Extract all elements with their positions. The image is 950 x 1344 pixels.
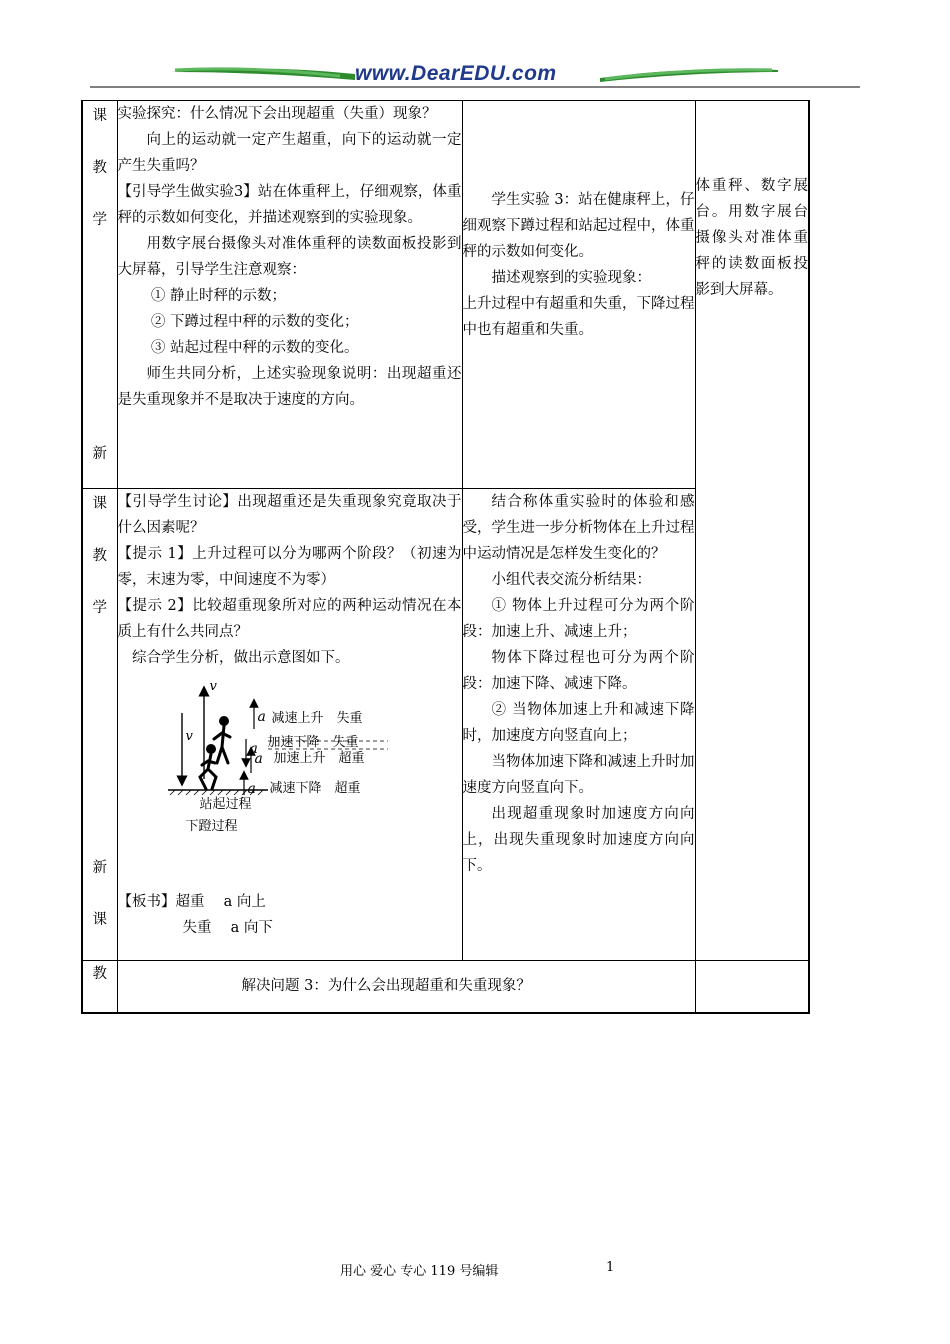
motion-diagram [118,677,462,867]
acceleration-label: a [254,751,263,767]
paragraph: 综合学生分析，做出示意图如下。 [132,650,350,666]
list-item: ③ 站起过程中秤的示数的变化。 [150,340,359,356]
lesson-table [81,100,810,1014]
teacher-activity-cell [117,101,462,489]
paragraph: 描述观察到的实验现象： [491,270,651,286]
motion-label: 减速上升 失重 [271,711,363,726]
sidebar-char: 教 [92,966,107,982]
sidebar-char: 教 [92,548,107,564]
table-row [82,961,809,1013]
list-item: ① 静止时秤的示数； [150,288,286,304]
velocity-label: v [185,729,193,744]
board-note: 【板书】超重 a 向上 [117,894,266,910]
acceleration-label: a [247,781,256,797]
sidebar-char: 课 [92,912,107,928]
motion-label: 减速下降 超重 [269,781,361,796]
squat-label: 下蹬过程 [185,819,238,834]
paragraph: 用数字展台摄像头对准体重秤的读数面板投影到大屏幕，引导学生注意观察： [117,236,462,278]
sidebar-cell [82,101,117,489]
acceleration-label: a [249,741,258,757]
sidebar-cell [82,961,117,1013]
paragraph: 结合称体重实验时的体验和感受，学生进一步分析物体在上升过程中运动情况是怎样发生变化的？ [462,494,695,562]
site-logo: www.DearEDU.com [355,62,557,85]
paragraph: 出现超重现象时加速度方向向上，出现失重现象时加速度方向向下。 [462,806,695,874]
table-row [82,101,809,489]
board-note: 失重 a 向下 [182,920,273,936]
paragraph: 学生实验 3：站在健康秤上，仔细观察下蹲过程和站起过程中，体重秤的示数如何变化。 [462,192,695,260]
velocity-label: v [209,679,217,694]
problem-cell [117,961,695,1013]
paragraph: 师生共同分析，上述实验现象说明：出现超重还是失重现象并不是取决于速度的方向。 [117,366,462,408]
paragraph: ① 物体上升过程可分为两个阶段：加速上升、减速上升； [462,598,695,640]
sidebar-char: 学 [92,212,107,228]
resources-text: 体重秤、数字展台。用数字展台摄像头对准体重秤的读数面板投影到大屏幕。 [695,178,808,298]
paragraph: ② 当物体加速上升和减速下降时，加速度方向竖直向上； [462,702,695,744]
paragraph: 【引导学生做实验3】站在体重秤上，仔细观察，体重秤的示数如何变化，并描述观察到的实验现象。 [117,184,462,226]
page-number: 1 [606,1260,615,1275]
motion-label: 加速上升 超重 [273,751,365,766]
paragraph: 【引导学生讨论】出现超重还是失重现象究竟取决于什么因素呢？ [117,494,462,536]
problem-heading: 解决问题 3：为什么会出现超重和失重现象？ [241,978,531,995]
resources-cell [695,101,809,961]
sidebar-char: 教 [92,160,107,176]
resources-cell [695,961,809,1013]
paragraph: 小组代表交流分析结果： [491,572,651,588]
sidebar-char: 新 [92,860,107,876]
sidebar-char: 课 [92,496,107,512]
paragraph: 【提示 1】上升过程可以分为哪两个阶段？（初速为零，末速为零，中间速度不为零） [117,546,462,588]
student-activity-cell [462,101,695,489]
acceleration-label: a [257,709,266,725]
student-activity-cell [462,489,695,961]
paragraph: 物体下降过程也可分为两个阶段：加速下降、减速下降。 [462,650,695,692]
stand-up-label: 站起过程 [199,797,252,812]
paragraph: 实验探究：什么情况下会出现超重（失重）现象？ [117,106,437,122]
paragraph: 【提示 2】比较超重现象所对应的两种运动情况在本质上有什么共同点？ [117,598,462,640]
motion-label: 加速下降 失重 [267,735,359,750]
sidebar-char: 新 [92,446,107,462]
paragraph: 当物体加速下降和减速上升时加速度方向竖直向下。 [462,754,695,796]
sidebar-char: 课 [92,108,107,124]
teacher-activity-cell [117,489,462,961]
page-header [0,0,950,95]
motion-diagram-graphic [118,677,438,867]
paragraph: 向上的运动就一定产生超重，向下的运动就一定产生失重吗？ [117,132,462,174]
footer-text: 用心 爱心 专心 119 号编辑 [340,1264,499,1279]
paragraph: 上升过程中有超重和失重，下降过程中也有超重和失重。 [462,296,695,338]
sidebar-cell [82,489,117,961]
list-item: ② 下蹲过程中秤的示数的变化； [150,314,359,330]
sidebar-char: 学 [92,600,107,616]
